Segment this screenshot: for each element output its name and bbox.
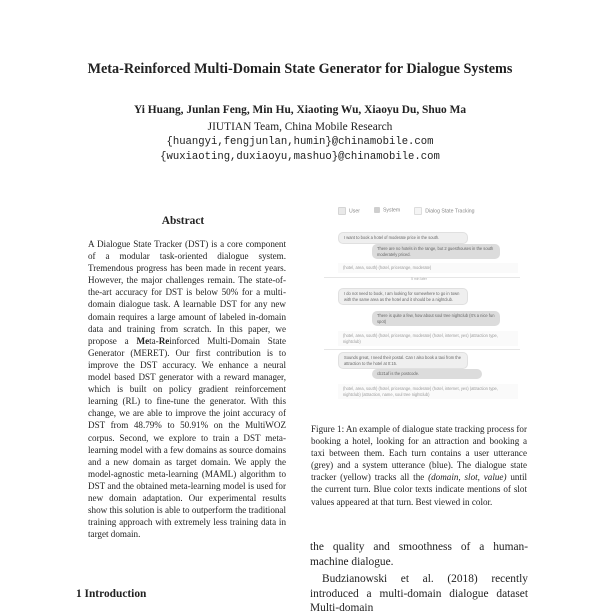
turn2-system-bubble: There is quite a few, how about soul tree nightclub (It's a nice fun spot) bbox=[372, 311, 500, 326]
turn2-state: (hotel, area, south) (hotel, pricerange, moderate) (hotel, internet, yes) (attraction type, nightclub) bbox=[338, 331, 518, 346]
legend-system: System bbox=[374, 207, 400, 215]
legend-user: User bbox=[338, 207, 360, 215]
affiliation: JIUTIAN Team, China Mobile Research bbox=[207, 121, 393, 133]
turn1-user-bubble: I want to book a hotel of moderate price in the south. bbox=[338, 232, 468, 244]
intro-paragraph-end: the quality and smoothness of a human-machine dialogue. bbox=[310, 541, 528, 568]
abstract-text: A Dialogue State Tracker (DST) is a core component of a modular task-oriented dialogue system. Tremendous progress has been made in recent years. However, the major challenges remain. The state-of-the-art accuracy for DST is below 50% for a multi-domain dialogue task. A learnable DST for any new domain requires a large amount of labeled in-domain data and training from scratch. In this paper, we propose a Meta-Reinforced Multi-Domain State Generator (MERET). Our first contribution is to improve the DST accuracy. We enhance a neural model based DST generator with a reward manager, which is built on policy gradient reinforcement learning (RL) to fine-tune the generator. With this change, we are able to improve the joint accuracy of DST from 48.79% to 50.91% on the MultiWOZ corpus. Second, we explore to train a DST meta-learning model with a few domains as source domains and a new domain as target domain. We apply the model-agnostic meta-learning (MAML) algorithm to DST and the obtained meta-learning model is used for new domain adaptation. Our experimental results show this solution is able to outperform the traditional training approach with extremely less training data in target domain. bbox=[88, 239, 286, 540]
intro-column-2-text bbox=[310, 540, 528, 616]
figure-legend bbox=[312, 207, 526, 215]
time-separator: 5 min later bbox=[411, 277, 427, 281]
author-list: Yi Huang, Junlan Feng, Min Hu, Xiaoting Wu, Xiaoyu Du, Shuo Ma bbox=[133, 104, 467, 116]
paper-title: Meta-Reinforced Multi-Domain State Generator for Dialogue Systems bbox=[87, 61, 513, 77]
abstract-heading: Abstract bbox=[161, 215, 205, 227]
turn3-state: (hotel, area, south) (hotel, pricerange, moderate) (hotel, internet, yes) (attraction type, nightclub) (attraction, name, soul tree nightclub) bbox=[338, 384, 518, 399]
figure-dialogue-example bbox=[312, 207, 526, 410]
turn3-system-bubble: cb21af is the postcode. bbox=[372, 369, 482, 379]
section-heading-introduction: 1 Introduction bbox=[76, 588, 147, 600]
email-line-1: {huangyi,fengjunlan,humin}@chinamobile.com bbox=[166, 136, 434, 148]
turn3-user-bubble: Sounds great, I need their postal. Can I also book a taxi from the attraction to the hotel at 0:15. bbox=[338, 352, 468, 369]
separator-line-2 bbox=[324, 349, 520, 350]
legend-dst: Dialog State Tracking bbox=[414, 207, 474, 215]
turn1-state: (hotel, area, south) (hotel, pricerange, moderate) bbox=[338, 263, 518, 273]
intro-paragraph-next: Budzianowski et al. (2018) recently introduced a multi-domain dialogue dataset Multi-domain bbox=[310, 573, 528, 615]
email-line-2: {wuxiaoting,duxiaoyu,mashuo}@chinamobile.com bbox=[160, 151, 440, 163]
turn2-user-bubble: I do not need to book, I am looking for somewhere to go in town with the same area as the hotel and it should be a nightclub. bbox=[338, 288, 468, 305]
figure-caption: Figure 1: An example of dialogue state tracking process for booking a hotel, looking for an attraction and booking a taxi between them. Each turn contains a user utterance (grey) and a system utterance (blue). The dialogue state tracker (yellow) tracks all the (domain, slot, value) until the current turn. Blue color texts indicate mentions of slot values appeared at that turn. Best viewed in color. bbox=[311, 424, 528, 507]
turn1-system-bubble: There are no hotels in the range, but 2 guesthouses in the south moderately priced. bbox=[372, 244, 500, 259]
